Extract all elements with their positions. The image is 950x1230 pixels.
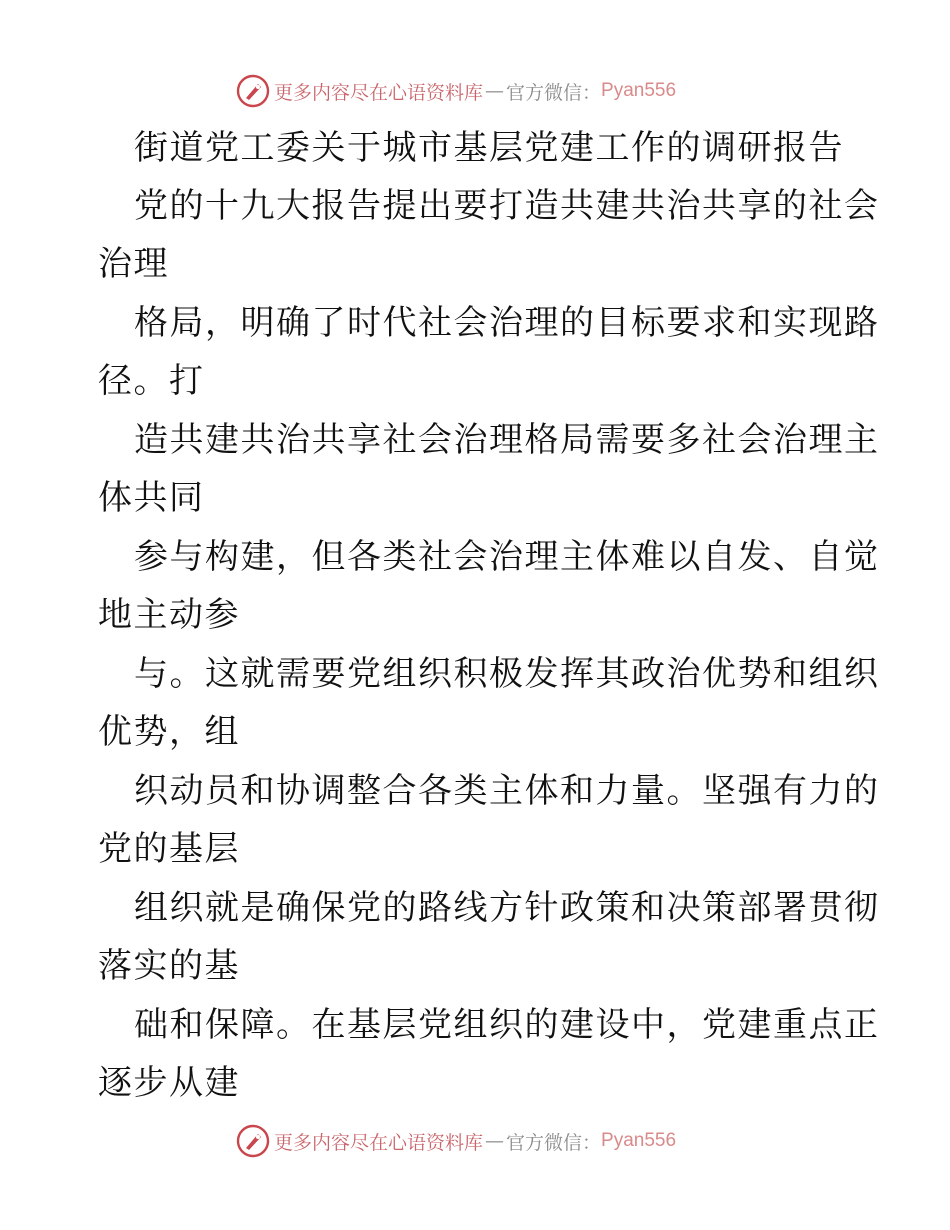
watermark-wechat-id: Pyan556 bbox=[601, 1130, 677, 1151]
watermark-main-text: 更多内容尽在心语资料库 bbox=[274, 81, 484, 104]
watermark-dash: — bbox=[485, 1130, 505, 1152]
text-line: 础和保障。在基层党组织的建设中，党建重点正 bbox=[134, 1005, 880, 1045]
footer-watermark bbox=[236, 1124, 676, 1158]
text-line: 逐步从建 bbox=[98, 1063, 240, 1103]
watermark-dash: — bbox=[485, 80, 505, 102]
text-line: 优势，组 bbox=[98, 712, 240, 752]
pen-nib-logo-icon bbox=[236, 1124, 270, 1158]
text-line: 织动员和协调整合各类主体和力量。坚强有力的 bbox=[134, 771, 880, 811]
text-line: 径。打 bbox=[98, 361, 205, 401]
watermark-sub-text: 官方微信： bbox=[506, 1131, 602, 1154]
pen-nib-logo-icon bbox=[236, 74, 270, 108]
watermark-wechat-id: Pyan556 bbox=[601, 80, 677, 101]
text-line: 组织就是确保党的路线方针政策和决策部署贯彻 bbox=[134, 888, 880, 928]
text-line: 落实的基 bbox=[98, 946, 240, 986]
watermark-sub-text: 官方微信： bbox=[506, 81, 602, 104]
text-line: 参与构建，但各类社会治理主体难以自发、自觉 bbox=[134, 537, 880, 577]
text-line: 治理 bbox=[98, 244, 169, 284]
text-line: 党的十九大报告提出要打造共建共治共享的社会 bbox=[134, 186, 880, 226]
text-line: 格局，明确了时代社会治理的目标要求和实现路 bbox=[134, 303, 880, 343]
text-line: 党的基层 bbox=[98, 829, 240, 869]
text-line: 体共同 bbox=[98, 478, 205, 518]
text-line: 地主动参 bbox=[98, 595, 240, 635]
watermark-main-text: 更多内容尽在心语资料库 bbox=[274, 1131, 484, 1154]
header-watermark bbox=[236, 74, 676, 108]
text-line: 与。这就需要党组织积极发挥其政治优势和组织 bbox=[134, 654, 880, 694]
text-line: 造共建共治共享社会治理格局需要多社会治理主 bbox=[134, 420, 880, 460]
document-title: 街道党工委关于城市基层党建工作的调研报告 bbox=[134, 128, 844, 168]
